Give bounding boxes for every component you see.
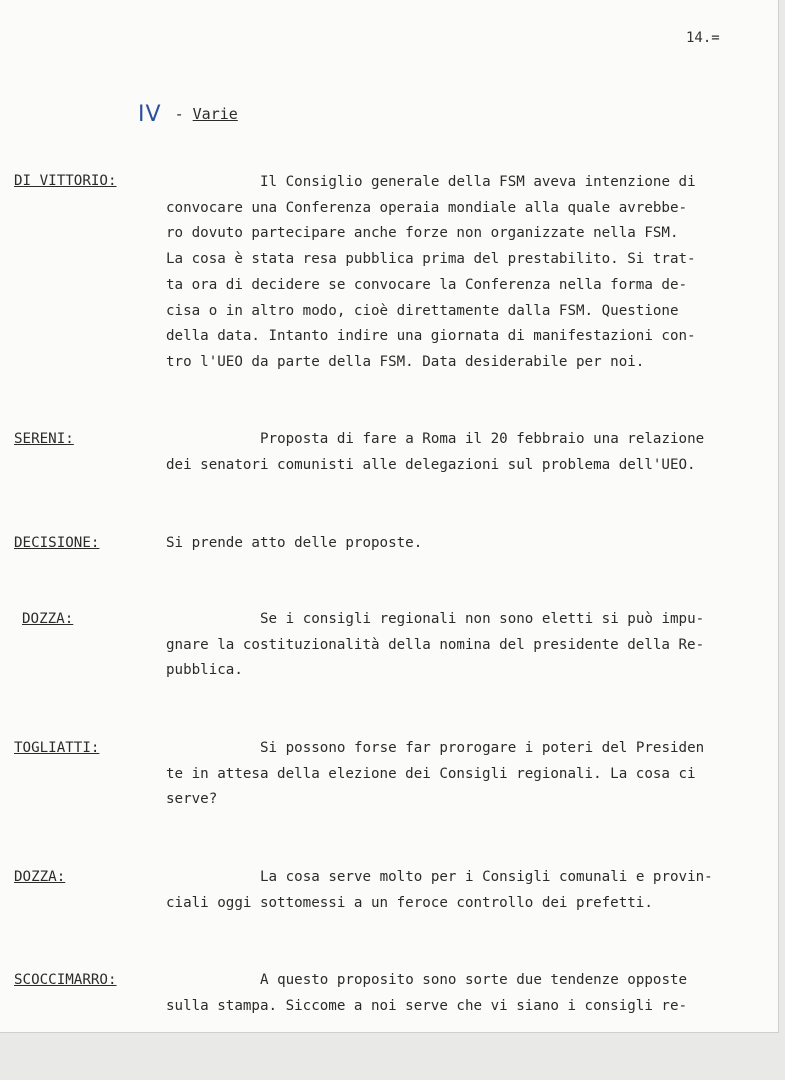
speaker-label: DOZZA: bbox=[14, 869, 66, 885]
speaker-label: DOZZA: bbox=[22, 611, 74, 627]
speaker-label: TOGLIATTI: bbox=[14, 740, 100, 756]
section-numeral: IV bbox=[138, 102, 162, 127]
page-number: 14.= bbox=[686, 30, 720, 46]
speech-text: La cosa serve molto per i Consigli comunali e provin- ciali oggi sottomessi a un feroce controllo dei prefetti. bbox=[166, 869, 713, 911]
speech-text: Se i consigli regionali non sono eletti si può impu- gnare la costituzionalità della nomina del presidente della Re- pubblica. bbox=[166, 611, 705, 679]
speaker-label: SCOCCIMARRO: bbox=[14, 972, 117, 988]
section-heading bbox=[138, 102, 238, 127]
speaker-label: SERENI: bbox=[14, 431, 74, 447]
speech-text: A questo proposito sono sorte due tendenze opposte sulla stampa. Siccome a noi serve che vi siano i consigli re- bbox=[166, 972, 688, 1014]
speech-text: Si prende atto delle proposte. bbox=[166, 535, 423, 551]
speech-text: Si possono forse far prorogare i poteri del Presiden te in attesa della elezione dei Consigli regionali. La cosa ci serve? bbox=[166, 740, 705, 808]
section-dash: - bbox=[174, 105, 184, 123]
speaker-label: DI VITTORIO: bbox=[14, 173, 117, 189]
speech-text: Proposta di fare a Roma il 20 febbraio una relazione dei senatori comunisti alle delegazioni sul problema dell'UEO. bbox=[166, 431, 705, 473]
speech-text: Il Consiglio generale della FSM aveva intenzione di convocare una Conferenza operaia mondiale alla quale avrebbe- ro dovuto partecipare anche forze non organizzate nella FSM. La cosa è stata resa pubblica prima del prestabilito. Si trat- ta ora di decidere se convocare la Conferenza nella forma de- cisa o in altro modo, cioè direttamente dalla FSM. Questione della data. Intanto indire una giornata di manifestazioni con- tro l'UEO da parte della FSM. Data desiderabile per noi. bbox=[166, 174, 696, 370]
speaker-label: DECISIONE: bbox=[14, 535, 100, 551]
section-title: Varie bbox=[192, 105, 238, 123]
